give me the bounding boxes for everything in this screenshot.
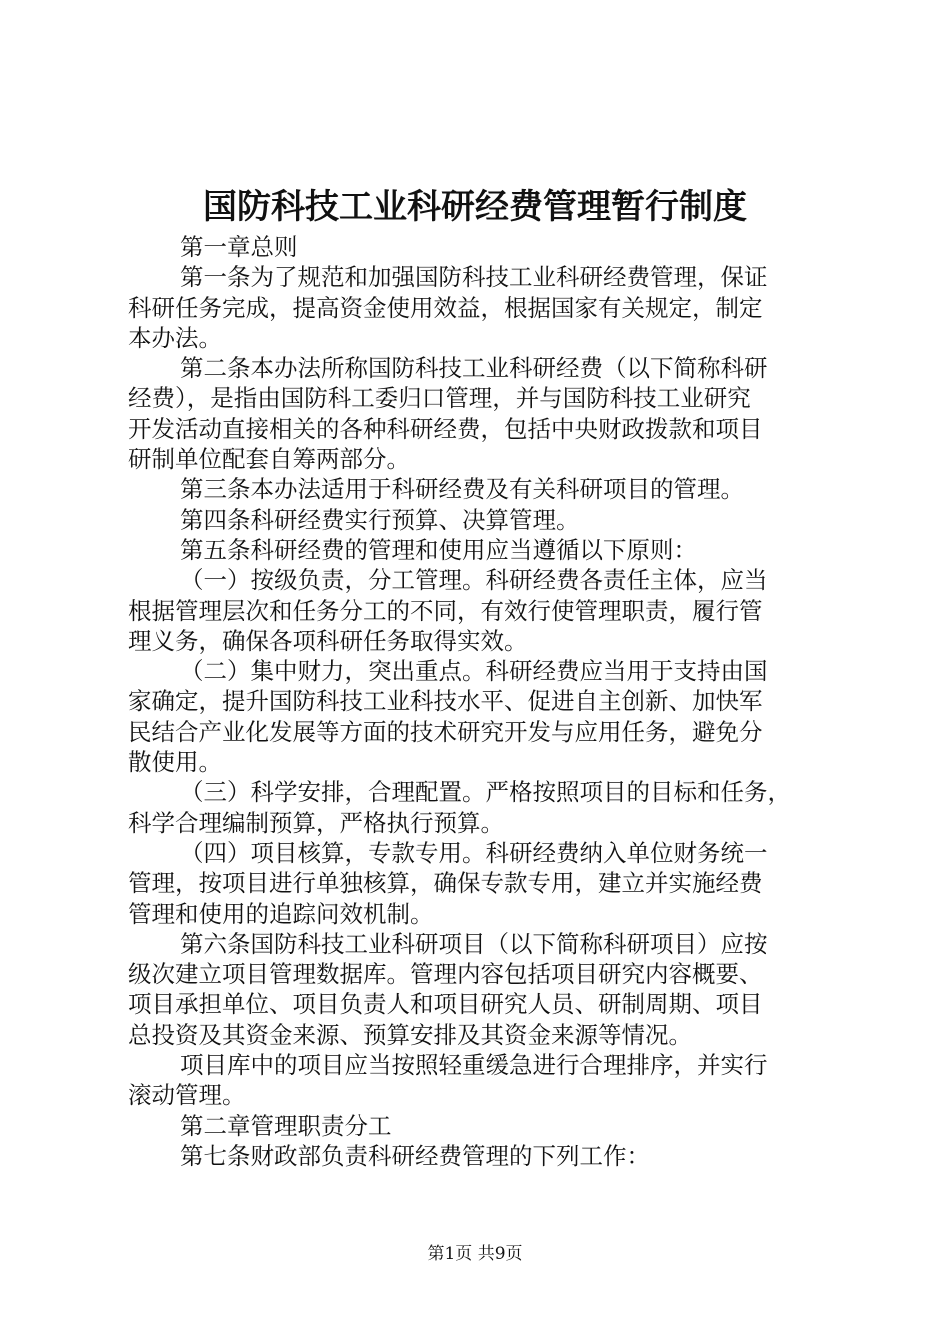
paragraph-line: 根据管理层次和任务分工的不同，有效行使管理职责，履行管 [128,596,763,625]
chapter-heading: 第一章总则 [180,233,298,261]
page-number: 第1页 共9页 [427,1244,523,1264]
paragraph-line: 第六条国防科技工业科研项目（以下简称科研项目）应按 [180,929,768,958]
paragraph-line: 开发活动直接相关的各种科研经费，包括中央财政拨款和项目 [128,414,763,443]
paragraph-line: 家确定，提升国防科技工业科技水平、促进自主创新、加快军 [128,687,763,716]
paragraph-line: 项目库中的项目应当按照轻重缓急进行合理排序，并实行 [180,1051,768,1080]
paragraph-line: 第七条财政部负责科研经费管理的下列工作： [180,1141,650,1170]
paragraph-line: 理义务，确保各项科研任务取得实效。 [128,626,528,655]
paragraph-line: 第一条为了规范和加强国防科技工业科研经费管理，保证 [180,263,768,292]
paragraph-line: 科研任务完成，提高资金使用效益，根据国家有关规定，制定 [128,293,763,322]
paragraph-line: 本办法。 [128,323,222,352]
paragraph-line: 滚动管理。 [128,1081,246,1110]
paragraph-line: （四）项目核算，专款专用。科研经费纳入单位财务统一 [180,838,768,867]
paragraph-line: 第二条本办法所称国防科技工业科研经费（以下简称科研 [180,354,768,383]
paragraph-line: 研制单位配套自筹两部分。 [128,445,410,474]
paragraph-line: 管理和使用的追踪问效机制。 [128,899,434,928]
paragraph-line: 第四条科研经费实行预算、决算管理。 [180,505,580,534]
paragraph-line: 第三条本办法适用于科研经费及有关科研项目的管理。 [180,475,744,504]
paragraph-line: （一）按级负责，分工管理。科研经费各责任主体，应当 [180,566,768,595]
paragraph-line: 散使用。 [128,748,222,777]
paragraph-line: 项目承担单位、项目负责人和项目研究人员、研制周期、项目 [128,990,763,1019]
paragraph-line: 经费），是指由国防科工委归口管理，并与国防科技工业研究 [128,384,751,413]
chapter-heading: 第二章管理职责分工 [180,1111,392,1140]
paragraph-line: 第五条科研经费的管理和使用应当遵循以下原则： [180,535,697,564]
paragraph-line: （二）集中财力，突出重点。科研经费应当用于支持由国 [180,657,768,686]
paragraph-line: 级次建立项目管理数据库。管理内容包括项目研究内容概要、 [128,960,763,989]
paragraph-line: 科学合理编制预算，严格执行预算。 [128,808,504,837]
paragraph-line: （三）科学安排，合理配置。严格按照项目的目标和任务， [180,778,791,807]
paragraph-line: 总投资及其资金来源、预算安排及其资金来源等情况。 [128,1020,692,1049]
paragraph-line: 民结合产业化发展等方面的技术研究开发与应用任务，避免分 [128,717,763,746]
paragraph-line: 管理，按项目进行单独核算，确保专款专用，建立并实施经费 [128,869,763,898]
document-title: 国防科技工业科研经费管理暂行制度 [203,187,747,227]
document-body [128,232,840,1171]
